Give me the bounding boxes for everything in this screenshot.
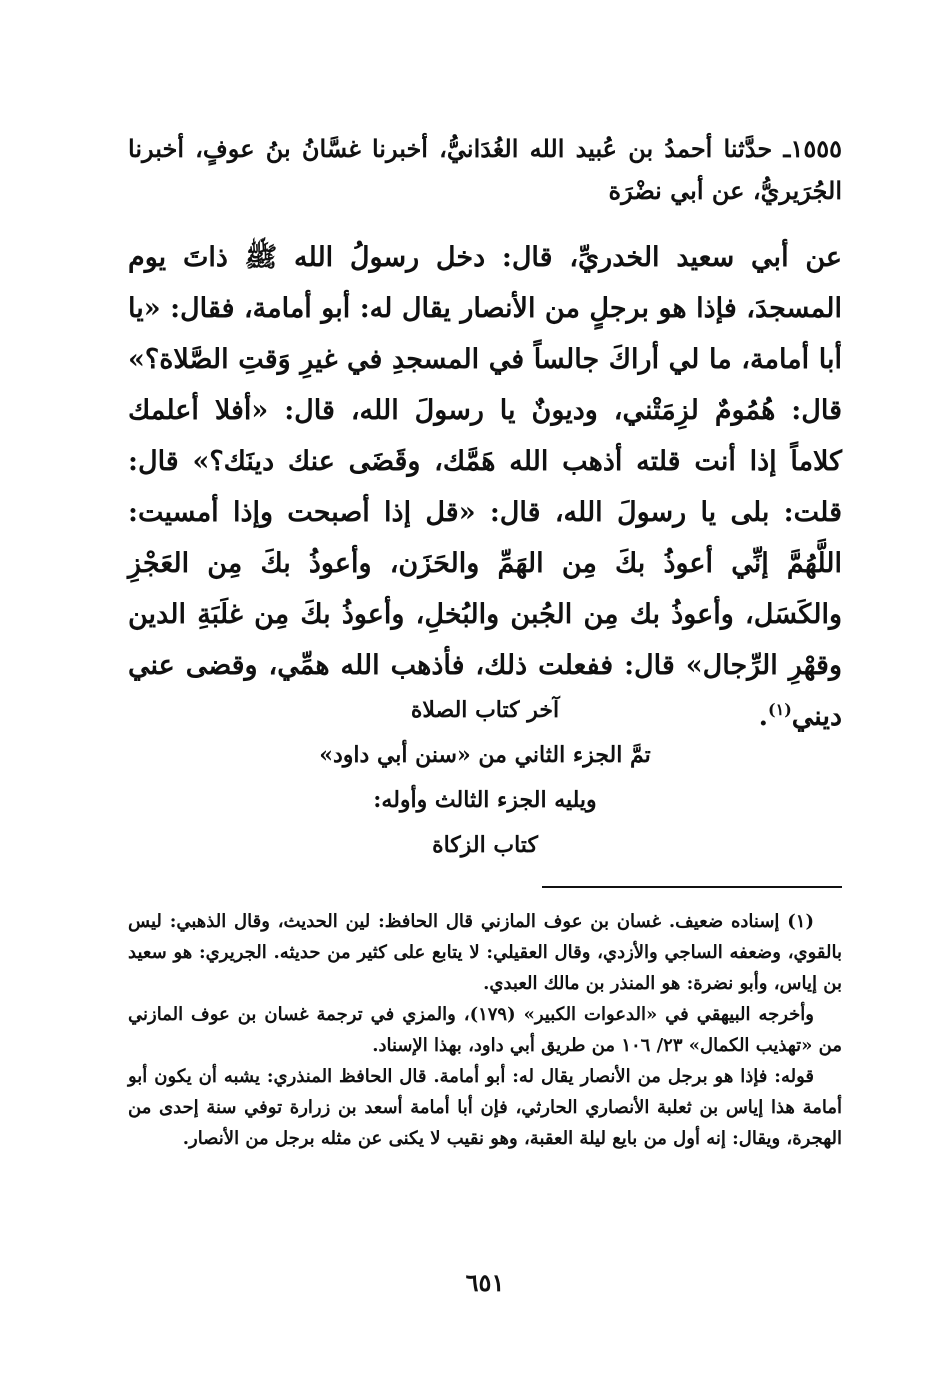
hadith-isnad-text: ١٥٥٥ـ حدَّثنا أحمدُ بن عُبيد الله الغُدَانيُّ، أخبرنا غسَّانُ بنُ عوفٍ، أخبرنا الجُرَيريُّ، عن أبي نضْرَة [128,134,842,205]
footnote-commentary: قوله: فإذا هو برجل من الأنصار يقال له: أبو أمامة. قال الحافظ المنذري: يشبه أن يكون أبو أمامة هذا إياس بن ثعلبة الأنصاري الحارثي، فإن أبا أمامة أسعد بن زرارة توفي سنة إحدى من الهجرة، ويقال: إنه أول من بايع ليلة العقبة، وهو نقيب لا يكنى عن مثله برجل من الأنصار. [128,1066,842,1149]
colophon-next-volume: ويليه الجزء الثالث وأوله: [373,787,597,813]
colophon-volume-complete: تمَّ الجزء الثاني من «سنن أبي داود» [319,742,651,768]
hadith-matn-text: عن أبي سعيد الخدريِّ، قال: دخل رسولُ الله ﷺ ذاتَ يوم المسجدَ، فإذا هو برجلٍ من الأنصار يقال له: أبو أمامة، فقال: «يا أبا أمامة، ما لي أراكَ جالساً في المسجدِ في غيرِ وَقتِ الصَّلاة؟» قال: هُمُومٌ لزِمَتْني، وديونٌ يا رسولَ الله، قال: «أفلا أعلمك كلاماً إذا أنت قلته أذهب الله هَمَّك، وقَضَى عنك دينَك؟» قال: قلت: بلى يا رسولَ الله، قال: «قل إذا أصبحت وإذا أمسيت: اللَّهُمَّ إنِّي أعوذُ بكَ مِن الهَمِّ والحَزَن، وأعوذُ بكَ مِن العَجْزِ والكَسَل، وأعوذُ بك مِن الجُبن والبُخلِ، وأعوذُ بكَ مِن غلَبَةِ الدين وقهْرِ الرِّجال» قال: ففعلت ذلك، فأذهب الله همِّي، وقضى عني ديني [128,242,842,732]
colophon-end-of-book: آخر كتاب الصلاة [410,697,560,723]
footnote-takhrij: وأخرجه البيهقي في «الدعوات الكبير» (١٧٩)، والمزي في ترجمة غسان بن عوف المازني من «تهذيب الكمال» ٢٣/ ١٠٦ من طريق أبي داود، بهذا الإسناد. [128,1004,842,1056]
footnotes [128,906,842,1154]
colophon [128,688,842,868]
book-page [128,0,842,1381]
page-number: ٦٥١ [465,1268,505,1297]
colophon-next-book-title: كتاب الزكاة [432,832,538,858]
hadith-isnad [128,128,842,212]
hadith-end-mark: . [758,701,769,732]
hadith-matn [128,232,842,742]
footnote-1: (١) إسناده ضعيف. غسان بن عوف المازني قال الحافظ: لين الحديث، وقال الذهبي: ليس بالقوي، وضعفه الساجي والأزدي، وقال العقيلي: لا يتابع على كثير من حديثه. الجريري: هو سعيد بن إياس، وأبو نضرة: هو المنذر بن مالك العبدي. [128,911,842,994]
footnote-reference[interactable]: (١) [768,700,792,719]
footnote-divider [542,886,842,888]
